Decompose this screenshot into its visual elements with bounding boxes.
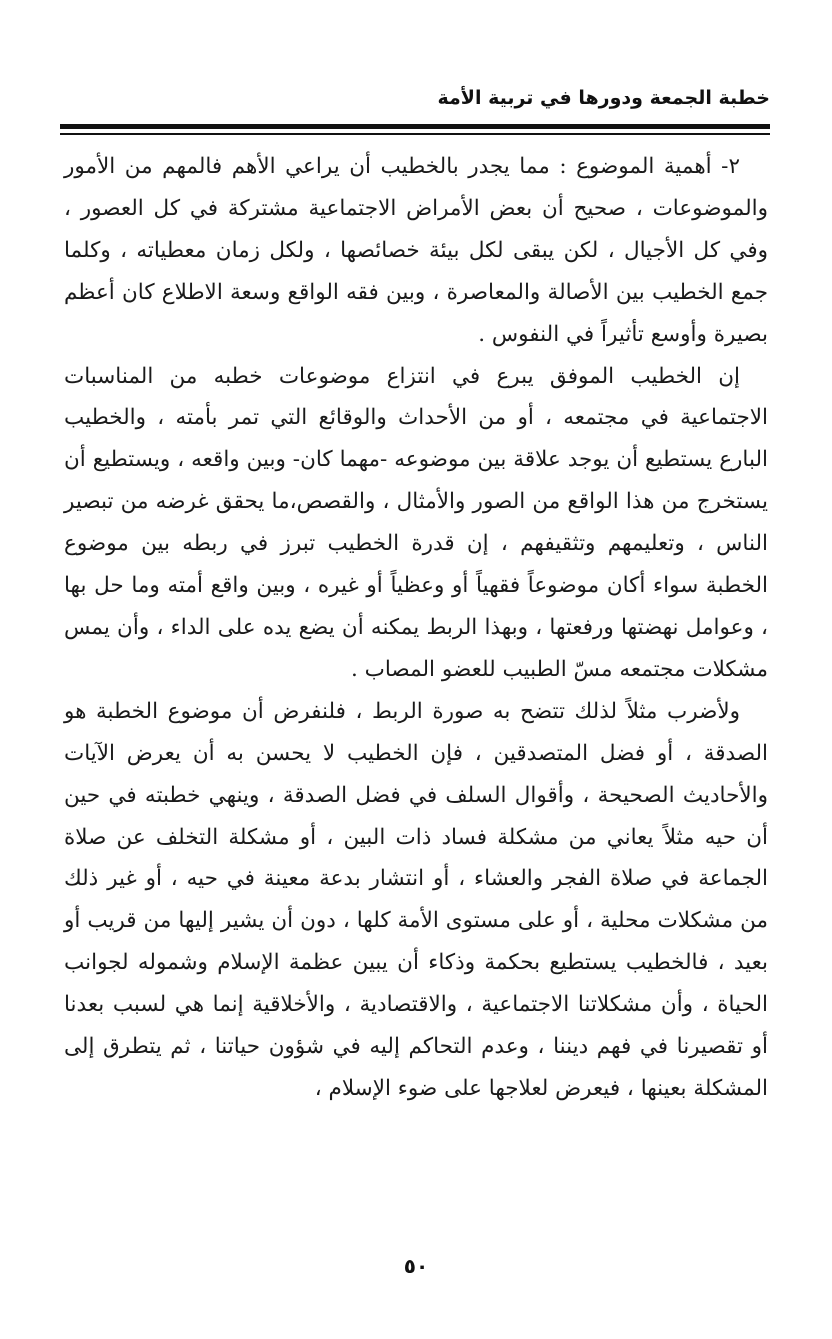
- paragraph-charity-example: ولأضرب مثلاً لذلك تتضح به صورة الربط ، فلنفرض أن موضوع الخطبة هو الصدقة ، أو فضل المتصدقين ، فإن الخطيب لا يحسن به أن يعرض الآيات والأحاديث الصحيحة ، وأقوال السلف في فضل الصدقة ، وينهي خطبته في حين أن حيه مثلاً يعاني من مشكلة فساد ذات البين ، أو مشكلة التخلف عن صلاة الجماعة في صلاة الفجر والعشاء ، أو انتشار بدعة معينة في حيه ، أو غير ذلك من مشكلات محلية ، أو على مستوى الأمة كلها ، دون أن يشير إليها من قريب أو بعيد ، فالخطيب يستطيع بحكمة وذكاء أن يبين عظمة الإسلام وشموله لجوانب الحياة ، وأن مشكلاتنا الاجتماعية ، والاقتصادية ، والأخلاقية إنما هي لسبب بعدنا أو تقصيرنا في فهم ديننا ، وعدم التحاكم إليه في شؤون حياتنا ، ثم يتطرق إلى المشكلة بعينها ، فيعرض لعلاجها على ضوء الإسلام ،: [64, 698, 768, 1101]
- page-body: [64, 146, 768, 1110]
- header-rule-thick: [60, 124, 770, 129]
- paragraph-topic-importance: ٢- أهمية الموضوع : مما يجدر بالخطيب أن يراعي الأهم فالمهم من الأمور والموضوعات ، صحيح أن بعض الأمراض الاجتماعية مشتركة في كل العصور ، وفي كل الأجيال ، لكن يبقى لكل بيئة خصائصها ، ولكل زمان معطياته ، وكلما جمع الخطيب بين الأصالة والمعاصرة ، وبين فقه الواقع وسعة الاطلاع كان أعظم بصيرة وأوسع تأثيراً في النفوس .: [64, 154, 768, 347]
- page-number: ٥٠: [403, 1254, 429, 1278]
- paragraph-successful-preacher: إن الخطيب الموفق يبرع في انتزاع موضوعات خطبه من المناسبات الاجتماعية في مجتمعه ، أو من الأحداث والوقائع التي تمر بأمته ، والخطيب البارع يستطيع أن يوجد علاقة بين موضوعه -مهما كان- وبين واقعه ، ويستطيع أن يستخرج من هذا الواقع من الصور والأمثال ، والقصص،ما يحقق غرضه من تبصير الناس ، وتعليمهم وتثقيفهم ، إن قدرة الخطيب تبرز في ربطه بين موضوع الخطبة سواء أكان موضوعاً فقهياً أو وعظياً أو غيره ، وبين واقع أمته وما حل بها ، وعوامل نهضتها ورفعتها ، وبهذا الربط يمكنه أن يضع يده على الداء ، وأن يمس مشكلات مجتمعه مسّ الطبيب للعضو المصاب .: [64, 363, 768, 682]
- running-header-title: خطبة الجمعة ودورها في تربية الأمة: [437, 87, 770, 109]
- header-rule-thin: [60, 133, 770, 135]
